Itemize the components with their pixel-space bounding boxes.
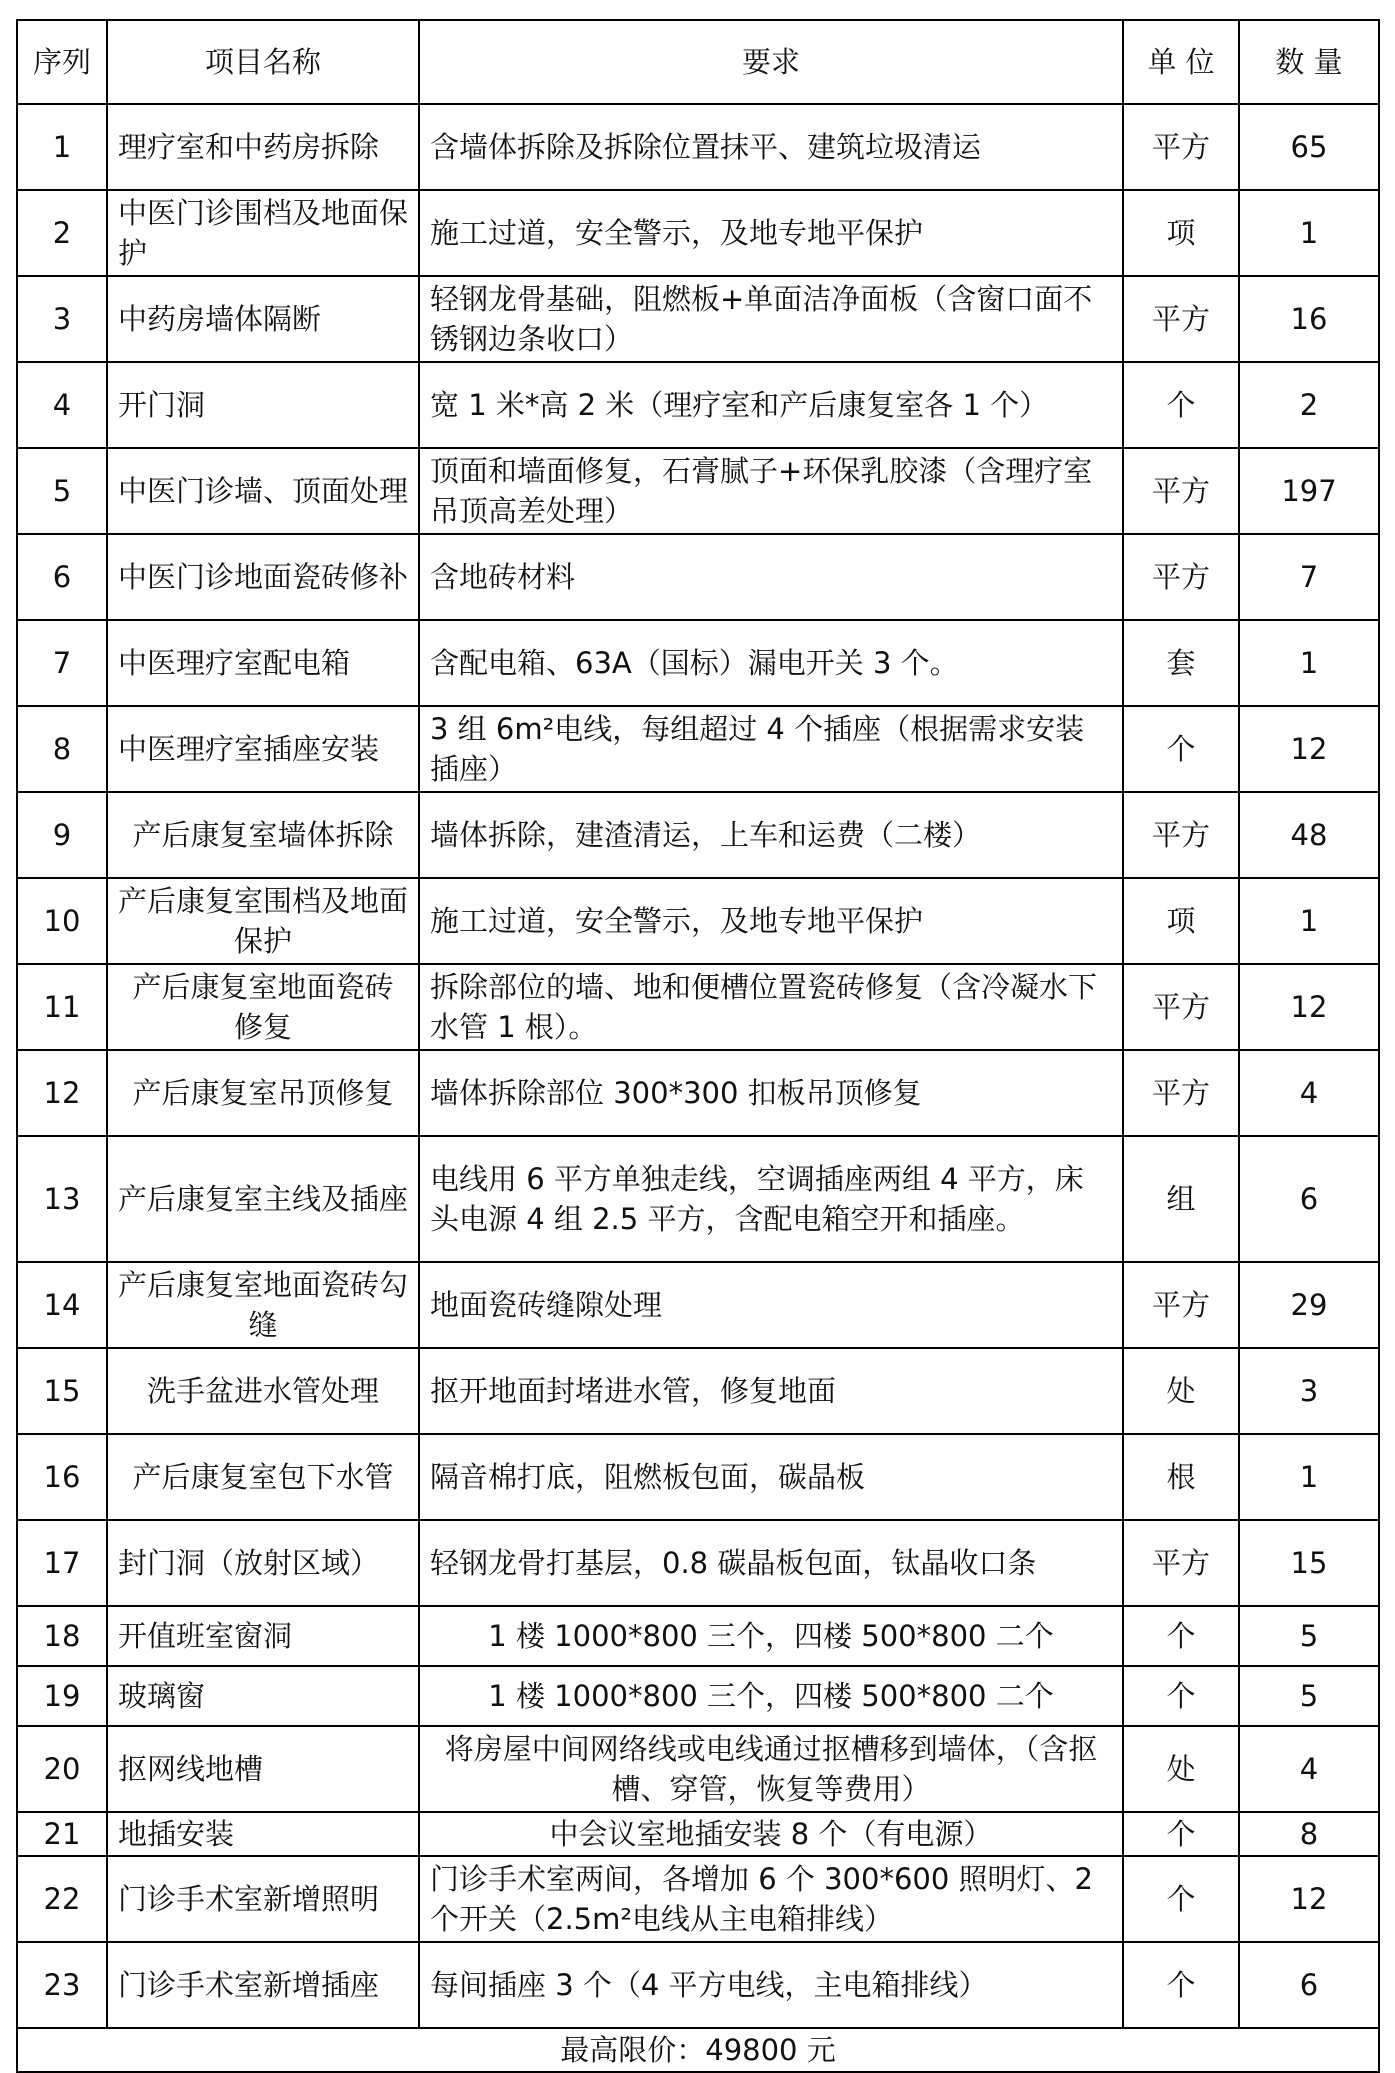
row-unit: 平方 [1123, 792, 1239, 878]
table-row [17, 1434, 1379, 1520]
row-requirement: 含地砖材料 [419, 534, 1123, 620]
row-quantity: 197 [1239, 448, 1379, 534]
row-name: 玻璃窗 [107, 1666, 419, 1726]
row-seq: 18 [17, 1606, 107, 1666]
row-name: 门诊手术室新增照明 [107, 1856, 419, 1942]
row-name: 中药房墙体隔断 [107, 276, 419, 362]
header-row [17, 20, 1379, 104]
row-quantity: 8 [1239, 1812, 1379, 1856]
table-body [17, 104, 1379, 2028]
table-row [17, 878, 1379, 964]
table-row [17, 1942, 1379, 2028]
row-requirement: 隔音棉打底，阻燃板包面，碳晶板 [419, 1434, 1123, 1520]
row-unit: 个 [1123, 1606, 1239, 1666]
row-requirement: 含墙体拆除及拆除位置抹平、建筑垃圾清运 [419, 104, 1123, 190]
row-name: 中医门诊地面瓷砖修补 [107, 534, 419, 620]
row-requirement: 每间插座 3 个（4 平方电线，主电箱排线） [419, 1942, 1123, 2028]
footer-row [17, 2028, 1379, 2072]
table-row [17, 964, 1379, 1050]
row-requirement: 宽 1 米*高 2 米（理疗室和产后康复室各 1 个） [419, 362, 1123, 448]
row-name: 洗手盆进水管处理 [107, 1348, 419, 1434]
row-quantity: 65 [1239, 104, 1379, 190]
row-unit: 套 [1123, 620, 1239, 706]
header-name: 项目名称 [107, 20, 419, 104]
row-quantity: 4 [1239, 1050, 1379, 1136]
row-unit: 平方 [1123, 104, 1239, 190]
row-quantity: 1 [1239, 878, 1379, 964]
row-unit: 平方 [1123, 1262, 1239, 1348]
row-requirement: 中会议室地插安装 8 个（有电源） [419, 1812, 1123, 1856]
row-requirement: 墙体拆除，建渣清运，上车和运费（二楼） [419, 792, 1123, 878]
row-seq: 11 [17, 964, 107, 1050]
row-seq: 21 [17, 1812, 107, 1856]
row-requirement: 轻钢龙骨基础，阻燃板+单面洁净面板（含窗口面不锈钢边条收口） [419, 276, 1123, 362]
row-seq: 12 [17, 1050, 107, 1136]
row-name: 产后康复室地面瓷砖勾缝 [107, 1262, 419, 1348]
row-unit: 个 [1123, 1856, 1239, 1942]
table-row [17, 1050, 1379, 1136]
row-seq: 10 [17, 878, 107, 964]
row-quantity: 12 [1239, 706, 1379, 792]
row-seq: 1 [17, 104, 107, 190]
row-quantity: 7 [1239, 534, 1379, 620]
row-quantity: 6 [1239, 1942, 1379, 2028]
row-unit: 平方 [1123, 1050, 1239, 1136]
row-requirement: 含配电箱、63A（国标）漏电开关 3 个。 [419, 620, 1123, 706]
row-unit: 处 [1123, 1726, 1239, 1812]
row-name: 产后康复室吊顶修复 [107, 1050, 419, 1136]
row-quantity: 15 [1239, 1520, 1379, 1606]
row-unit: 个 [1123, 1812, 1239, 1856]
row-quantity: 2 [1239, 362, 1379, 448]
row-seq: 3 [17, 276, 107, 362]
row-name: 理疗室和中药房拆除 [107, 104, 419, 190]
row-quantity: 29 [1239, 1262, 1379, 1348]
row-quantity: 1 [1239, 190, 1379, 276]
row-name: 产后康复室包下水管 [107, 1434, 419, 1520]
table-row [17, 448, 1379, 534]
row-name: 产后康复室主线及插座 [107, 1136, 419, 1262]
row-requirement: 门诊手术室两间，各增加 6 个 300*600 照明灯、2 个开关（2.5m²电线从主电箱排线） [419, 1856, 1123, 1942]
row-name: 中医理疗室插座安装 [107, 706, 419, 792]
row-name: 产后康复室围档及地面保护 [107, 878, 419, 964]
row-seq: 7 [17, 620, 107, 706]
table-row [17, 620, 1379, 706]
row-requirement: 轻钢龙骨打基层，0.8 碳晶板包面，钛晶收口条 [419, 1520, 1123, 1606]
row-quantity: 48 [1239, 792, 1379, 878]
table-row [17, 362, 1379, 448]
row-quantity: 5 [1239, 1606, 1379, 1666]
header-requirement: 要求 [419, 20, 1123, 104]
table-row [17, 792, 1379, 878]
row-name: 抠网线地槽 [107, 1726, 419, 1812]
row-quantity: 4 [1239, 1726, 1379, 1812]
row-unit: 个 [1123, 362, 1239, 448]
row-seq: 13 [17, 1136, 107, 1262]
table-row [17, 534, 1379, 620]
table-row [17, 1726, 1379, 1812]
row-unit: 组 [1123, 1136, 1239, 1262]
row-seq: 17 [17, 1520, 107, 1606]
table-row [17, 1262, 1379, 1348]
row-unit: 平方 [1123, 448, 1239, 534]
row-requirement: 拆除部位的墙、地和便槽位置瓷砖修复（含冷凝水下水管 1 根）。 [419, 964, 1123, 1050]
row-seq: 15 [17, 1348, 107, 1434]
row-quantity: 12 [1239, 964, 1379, 1050]
row-requirement: 墙体拆除部位 300*300 扣板吊顶修复 [419, 1050, 1123, 1136]
row-requirement: 电线用 6 平方单独走线，空调插座两组 4 平方，床头电源 4 组 2.5 平方，含配电箱空开和插座。 [419, 1136, 1123, 1262]
row-seq: 6 [17, 534, 107, 620]
row-requirement: 1 楼 1000*800 三个，四楼 500*800 二个 [419, 1606, 1123, 1666]
row-seq: 4 [17, 362, 107, 448]
row-unit: 平方 [1123, 1520, 1239, 1606]
price-limit: 最高限价：49800 元 [17, 2028, 1379, 2072]
row-unit: 个 [1123, 1666, 1239, 1726]
table-row [17, 706, 1379, 792]
row-unit: 平方 [1123, 534, 1239, 620]
row-seq: 9 [17, 792, 107, 878]
table-row [17, 1348, 1379, 1434]
row-seq: 22 [17, 1856, 107, 1942]
row-name: 产后康复室地面瓷砖 修复 [107, 964, 419, 1050]
table-row [17, 1520, 1379, 1606]
row-quantity: 1 [1239, 620, 1379, 706]
row-name: 开值班室窗洞 [107, 1606, 419, 1666]
row-quantity: 12 [1239, 1856, 1379, 1942]
quote-table [16, 19, 1380, 2073]
table-row [17, 190, 1379, 276]
row-name: 地插安装 [107, 1812, 419, 1856]
row-seq: 16 [17, 1434, 107, 1520]
row-quantity: 5 [1239, 1666, 1379, 1726]
row-unit: 项 [1123, 190, 1239, 276]
row-seq: 5 [17, 448, 107, 534]
row-name: 开门洞 [107, 362, 419, 448]
row-unit: 项 [1123, 878, 1239, 964]
row-requirement: 施工过道，安全警示，及地专地平保护 [419, 878, 1123, 964]
row-unit: 个 [1123, 706, 1239, 792]
row-requirement: 1 楼 1000*800 三个，四楼 500*800 二个 [419, 1666, 1123, 1726]
row-unit: 平方 [1123, 964, 1239, 1050]
row-name: 中医门诊墙、顶面处理 [107, 448, 419, 534]
header-seq: 序列 [17, 20, 107, 104]
table-row [17, 1666, 1379, 1726]
row-requirement: 顶面和墙面修复，石膏腻子+环保乳胶漆（含理疗室吊顶高差处理） [419, 448, 1123, 534]
table-row [17, 276, 1379, 362]
row-seq: 23 [17, 1942, 107, 2028]
row-requirement: 施工过道，安全警示，及地专地平保护 [419, 190, 1123, 276]
row-quantity: 16 [1239, 276, 1379, 362]
row-seq: 2 [17, 190, 107, 276]
table-row [17, 1856, 1379, 1942]
row-requirement: 抠开地面封堵进水管，修复地面 [419, 1348, 1123, 1434]
row-name: 中医门诊围档及地面保护 [107, 190, 419, 276]
row-name: 封门洞（放射区域） [107, 1520, 419, 1606]
row-quantity: 1 [1239, 1434, 1379, 1520]
row-unit: 平方 [1123, 276, 1239, 362]
row-quantity: 3 [1239, 1348, 1379, 1434]
row-unit: 根 [1123, 1434, 1239, 1520]
row-name: 产后康复室墙体拆除 [107, 792, 419, 878]
table-row [17, 1606, 1379, 1666]
table-row [17, 1812, 1379, 1856]
table-row [17, 104, 1379, 190]
row-name: 中医理疗室配电箱 [107, 620, 419, 706]
table-row [17, 1136, 1379, 1262]
row-unit: 处 [1123, 1348, 1239, 1434]
row-seq: 20 [17, 1726, 107, 1812]
row-seq: 8 [17, 706, 107, 792]
row-requirement: 地面瓷砖缝隙处理 [419, 1262, 1123, 1348]
row-name: 门诊手术室新增插座 [107, 1942, 419, 2028]
row-unit: 个 [1123, 1942, 1239, 2028]
row-seq: 14 [17, 1262, 107, 1348]
row-requirement: 将房屋中间网络线或电线通过抠槽移到墙体，（含抠槽、穿管，恢复等费用） [419, 1726, 1123, 1812]
header-unit: 单 位 [1123, 20, 1239, 104]
row-seq: 19 [17, 1666, 107, 1726]
row-quantity: 6 [1239, 1136, 1379, 1262]
row-requirement: 3 组 6m²电线，每组超过 4 个插座（根据需求安装插座） [419, 706, 1123, 792]
header-quantity: 数 量 [1239, 20, 1379, 104]
